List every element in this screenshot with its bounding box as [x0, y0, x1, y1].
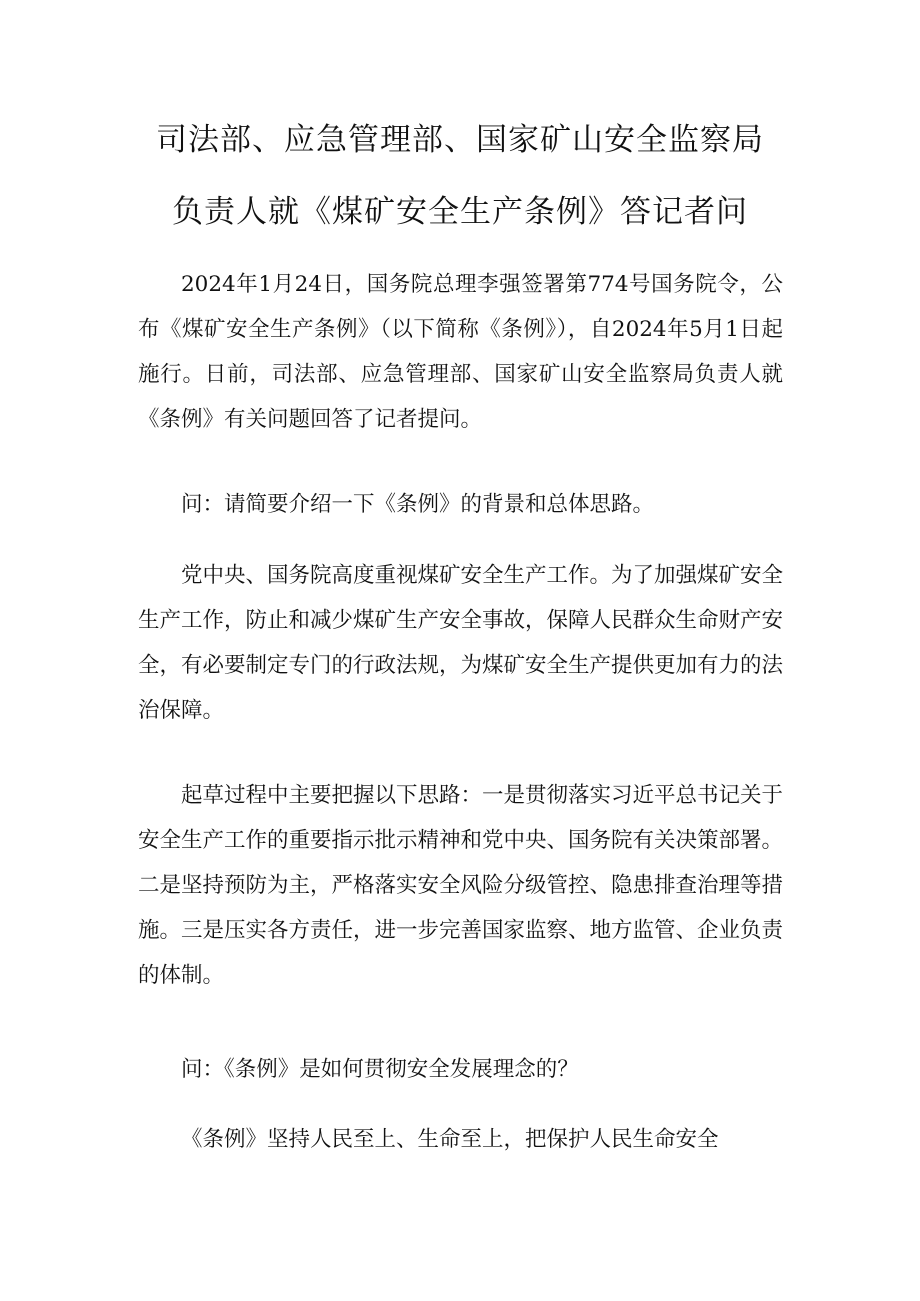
- answer-1-paragraph-2: 起草过程中主要把握以下思路：一是贯彻落实习近平总书记关于安全生产工作的重要指示批示精神和党中央、国务院有关决策部署。二是坚持预防为主，严格落实安全风险分级管控、隐患排查治理等措施。三是压实各方责任，进一步完善国家监察、地方监管、企业负责的体制。: [138, 783, 784, 988]
- document-title-line-2: 负责人就《煤矿安全生产条例》答记者问: [172, 194, 748, 230]
- question-1: 问：请简要介绍一下《条例》的背景和总体思路。: [181, 492, 655, 517]
- intro-paragraph: 2024年1月24日，国务院总理李强签署第774号国务院令，公布《煤矿安全生产条例》（以下简称《条例》），自2024年5月1日起施行。日前，司法部、应急管理部、国家矿山安全监察局负责人就《条例》有关问题回答了记者提问。: [138, 272, 783, 432]
- answer-2-paragraph-1: 《条例》坚持人民至上、生命至上，把保护人民生命安全: [181, 1127, 719, 1152]
- document-title-line-1: 司法部、应急管理部、国家矿山安全监察局: [156, 122, 764, 158]
- question-2: 问：《条例》是如何贯彻安全发展理念的？: [181, 1057, 579, 1082]
- answer-1-paragraph-1: 党中央、国务院高度重视煤矿安全生产工作。为了加强煤矿安全生产工作，防止和减少煤矿生产安全事故，保障人民群众生命财产安全，有必要制定专门的行政法规，为煤矿安全生产提供更加有力的法治保障。: [138, 563, 784, 723]
